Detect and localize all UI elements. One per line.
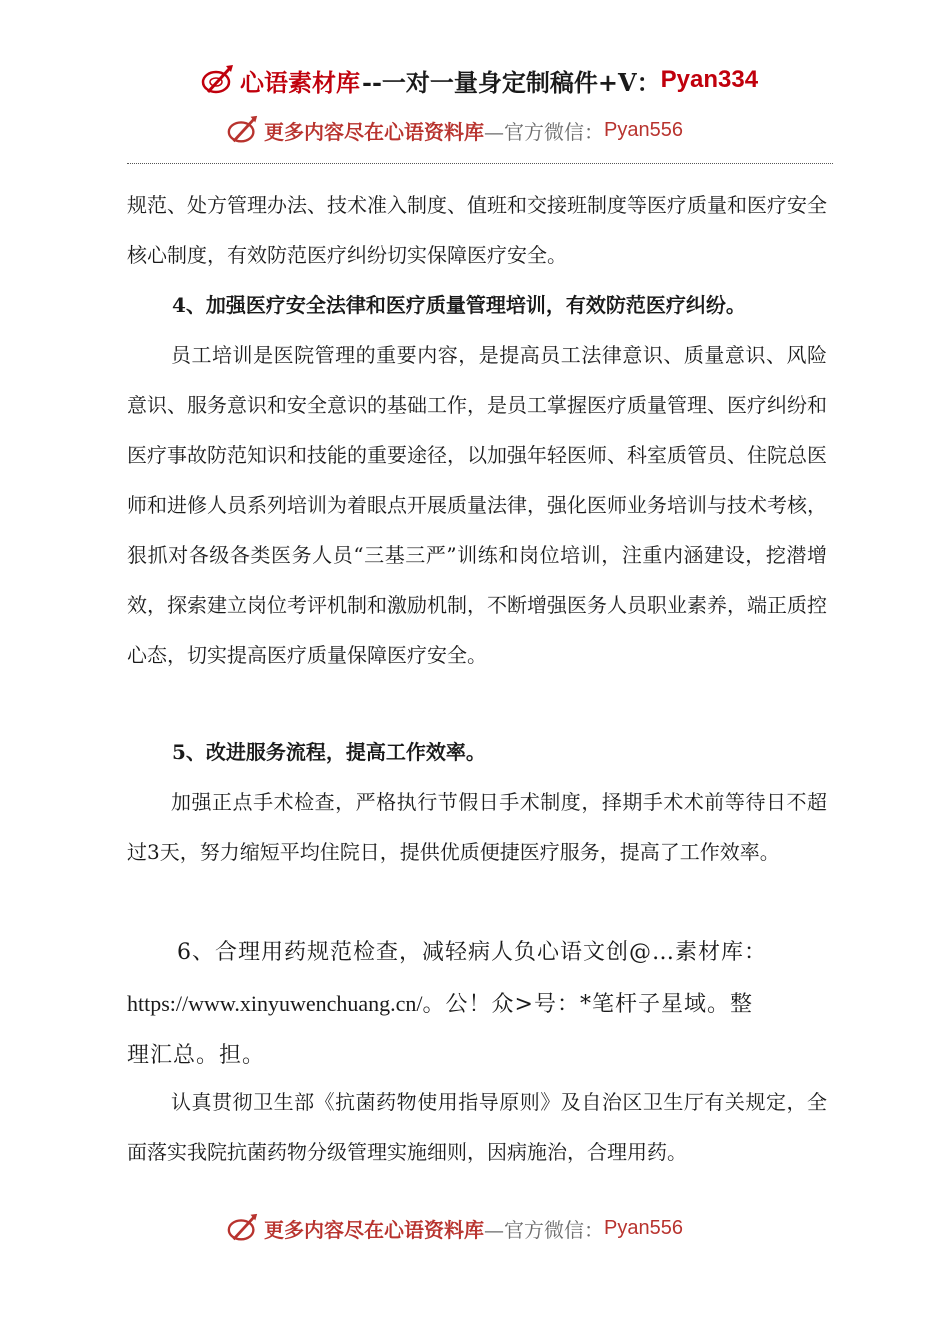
paragraph-6-line-2-rest: 。公！众>号：*笔杆子星域。整 — [422, 992, 753, 1017]
paragraph-6-line-2 — [127, 978, 833, 1030]
paragraph-6 — [127, 927, 833, 1081]
more-content-text: 更多内容尽在心语资料库 — [264, 119, 484, 144]
footer-official-wechat-id: Pyan556 — [604, 1216, 683, 1239]
header-divider — [127, 163, 833, 164]
brand-slogan: --一对一量身定制稿件+V： — [362, 67, 661, 97]
paragraph-7: 认真贯彻卫生部《抗菌药物使用指导原则》及自治区卫生厅有关规定，全面落实我院抗菌药物分级管理实施细则，因病施治，合理用药。 — [127, 1090, 827, 1164]
footer-more-content-text: 更多内容尽在心语资料库 — [264, 1217, 484, 1242]
brand-wechat-id: Pyan334 — [660, 66, 759, 93]
header-brand-line — [200, 62, 758, 98]
header-more-line — [226, 112, 683, 148]
brand-name: 心语素材库 — [240, 67, 360, 97]
heading-5: 5、改进服务流程，提高工作效率。 — [172, 740, 486, 764]
footer-more-line — [226, 1210, 683, 1246]
quill-logo-icon — [226, 1211, 260, 1245]
footer-official-wechat-label: —官方微信： — [484, 1217, 604, 1242]
source-url: https://www.xinyuwenchuang.cn/ — [127, 991, 423, 1016]
paragraph-5: 加强正点手术检查，严格执行节假日手术制度，择期手术术前等待日不超过3天，努力缩短平均住院日，提供优质便捷医疗服务，提高了工作效率。 — [127, 790, 827, 864]
paragraph-6-line-3: 理汇总。担。 — [127, 1043, 266, 1068]
paragraph-1: 规范、处方管理办法、技术准入制度、值班和交接班制度等医疗质量和医疗安全核心制度，有效防范医疗纠纷切实保障医疗安全。 — [127, 193, 827, 267]
official-wechat-label: —官方微信： — [484, 119, 604, 144]
paragraph-4: 员工培训是医院管理的重要内容，是提高员工法律意识、质量意识、风险意识、服务意识和安全意识的基础工作，是员工掌握医疗质量管理、医疗纠纷和医疗事故防范知识和技能的重要途径，以加强年轻医师、科室质管员、住院总医师和进修人员系列培训为着眼点开展质量法律，强化医师业务培训与技术考核，狠抓对各级各类医务人员“三基三严”训练和岗位培训，注重内涵建设，挖潜增效，探索建立岗位考评机制和激励机制，不断增强医务人员职业素养，端正质控心态，切实提高医疗质量保障医疗安全。 — [127, 343, 827, 667]
quill-logo-icon — [200, 62, 236, 98]
paragraph-6-line-1: 6、合理用药规范检查，减轻病人负心语文创@…素材库： — [177, 940, 767, 965]
heading-4: 4、加强医疗安全法律和医疗质量管理培训，有效防范医疗纠纷。 — [172, 293, 746, 317]
quill-logo-icon — [226, 113, 260, 147]
official-wechat-id: Pyan556 — [604, 118, 683, 141]
